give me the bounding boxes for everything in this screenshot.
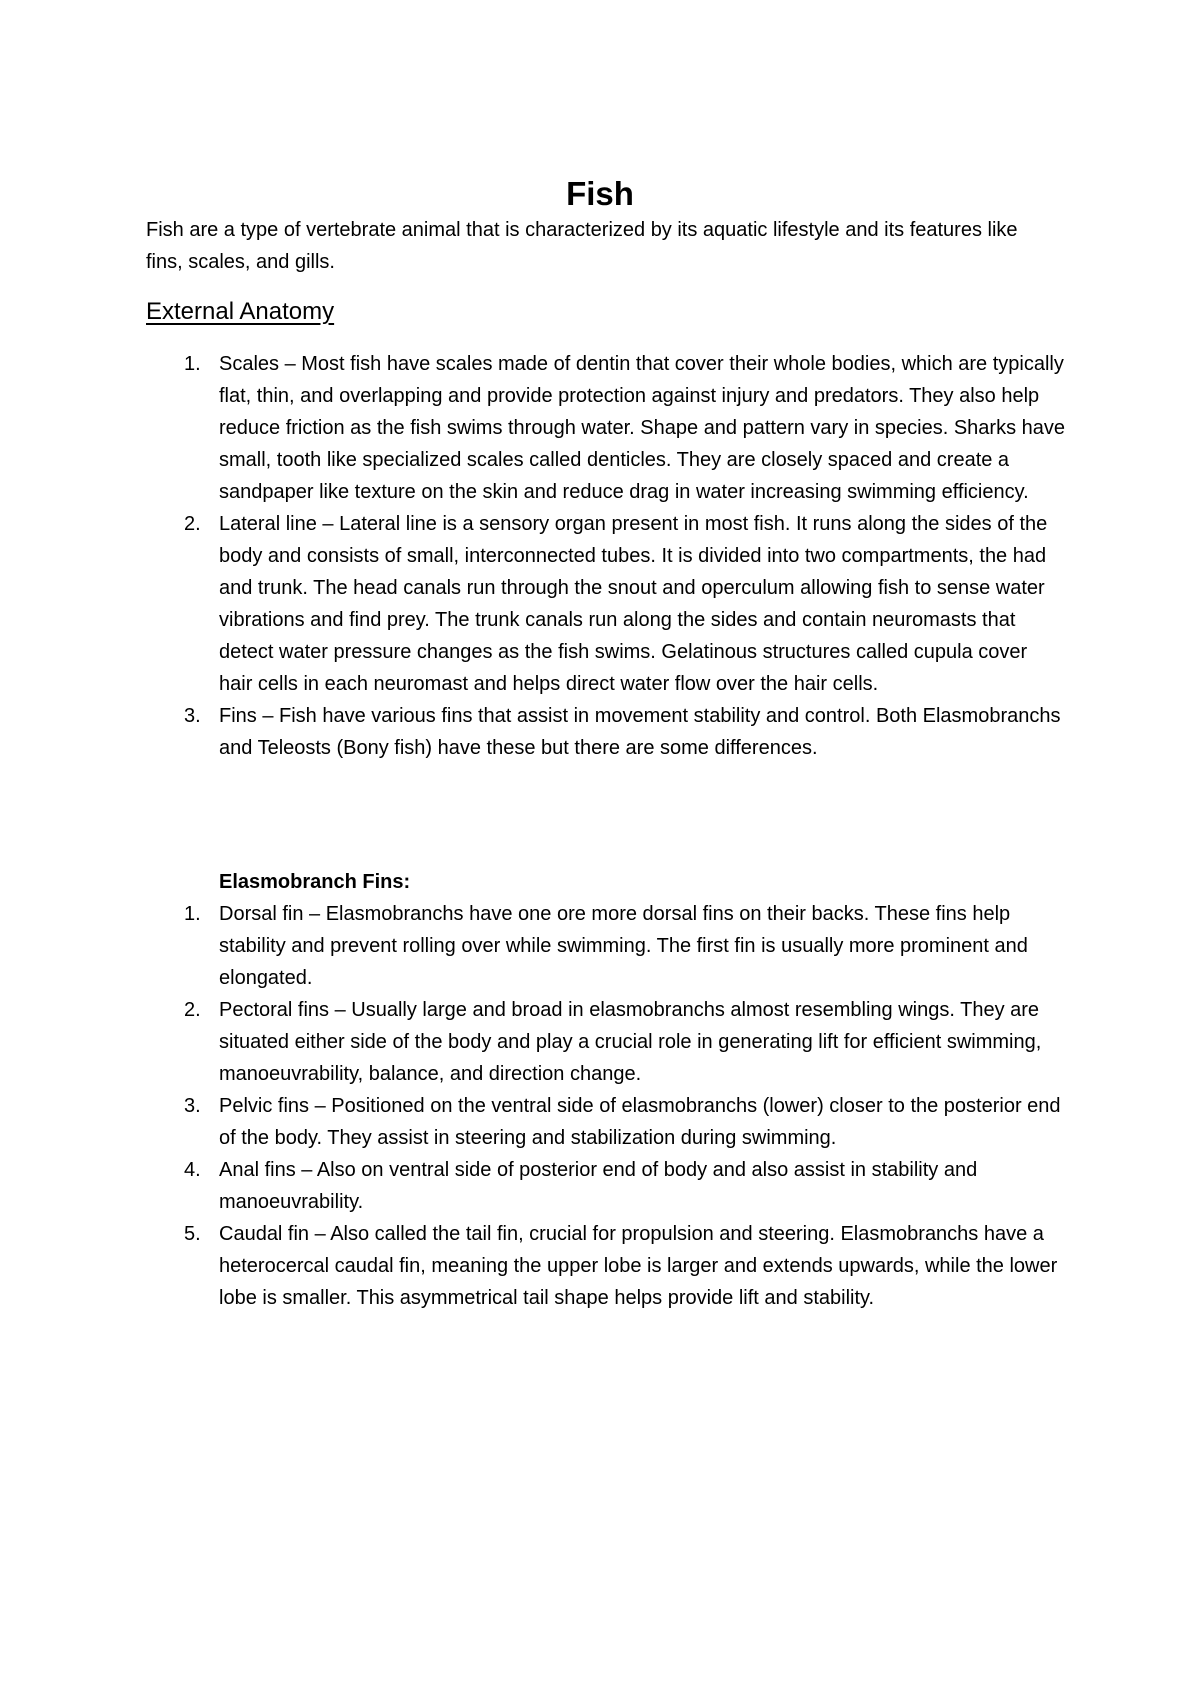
list-item-number: 4. xyxy=(184,1159,201,1181)
list-item-text: Pectoral fins – Usually large and broad in elasmobranchs almost resembling wings. They are situated either side of the body and play a crucial role in generating lift for efficient swimming, manoeuvrability, balance, and direction change. xyxy=(219,999,1042,1085)
sub-heading-elasmobranch-fins: Elasmobranch Fins: xyxy=(219,871,411,893)
list-item xyxy=(146,348,1066,508)
list-item-text: Dorsal fin – Elasmobranchs have one ore more dorsal fins on their backs. These fins help stability and prevent rolling over while swimming. The first fin is usually more prominent and elongated. xyxy=(219,903,1028,989)
list-item-number: 1. xyxy=(184,353,201,375)
section-heading-external-anatomy: External Anatomy xyxy=(146,298,335,325)
list-item xyxy=(146,1218,1066,1314)
list-item-number: 5. xyxy=(184,1223,201,1245)
list-item-number: 1. xyxy=(184,903,201,925)
list-item-text: Fins – Fish have various fins that assist in movement stability and control. Both Elasmobranchs and Teleosts (Bony fish) have these but there are some differences. xyxy=(219,705,1061,759)
list-item xyxy=(146,994,1066,1090)
list-item-text: Scales – Most fish have scales made of dentin that cover their whole bodies, which are typically flat, thin, and overlapping and provide protection against injury and predators. They also help reduce friction as the fish swims through water. Shape and pattern vary in species. Sharks have small, tooth like specialized scales called denticles. They are closely spaced and create a sandpaper like texture on the skin and reduce drag in water increasing swimming efficiency. xyxy=(219,353,1065,503)
list-item xyxy=(146,508,1066,700)
list-item xyxy=(146,898,1066,994)
elasmobranch-fins-list xyxy=(146,898,1066,1314)
list-item-number: 2. xyxy=(184,999,201,1021)
list-item xyxy=(146,700,1066,764)
list-item-text: Lateral line – Lateral line is a sensory organ present in most fish. It runs along the sides of the body and consists of small, interconnected tubes. It is divided into two compartments, the had and trunk. The head canals run through the snout and operculum allowing fish to sense water vibrations and find prey. The trunk canals run along the sides and contain neuromasts that detect water pressure changes as the fish swims. Gelatinous structures called cupula cover hair cells in each neuromast and helps direct water flow over the hair cells. xyxy=(219,513,1048,695)
intro-paragraph: Fish are a type of vertebrate animal that is characterized by its aquatic lifestyle and its features like fins, scales, and gills. xyxy=(146,219,1018,273)
list-item-text: Caudal fin – Also called the tail fin, crucial for propulsion and steering. Elasmobranchs have a heterocercal caudal fin, meaning the upper lobe is larger and extends upwards, while the lower lobe is smaller. This asymmetrical tail shape helps provide lift and stability. xyxy=(219,1223,1058,1309)
list-item-text: Pelvic fins – Positioned on the ventral side of elasmobranchs (lower) closer to the posterior end of the body. They assist in steering and stabilization during swimming. xyxy=(219,1095,1061,1149)
list-item-number: 3. xyxy=(184,705,201,727)
list-item-number: 3. xyxy=(184,1095,201,1117)
list-item xyxy=(146,1154,1066,1218)
page-title: Fish xyxy=(566,175,634,213)
list-item xyxy=(146,1090,1066,1154)
list-item-number: 2. xyxy=(184,513,201,535)
external-anatomy-list xyxy=(146,348,1066,764)
list-item-text: Anal fins – Also on ventral side of posterior end of body and also assist in stability and manoeuvrability. xyxy=(219,1159,978,1213)
